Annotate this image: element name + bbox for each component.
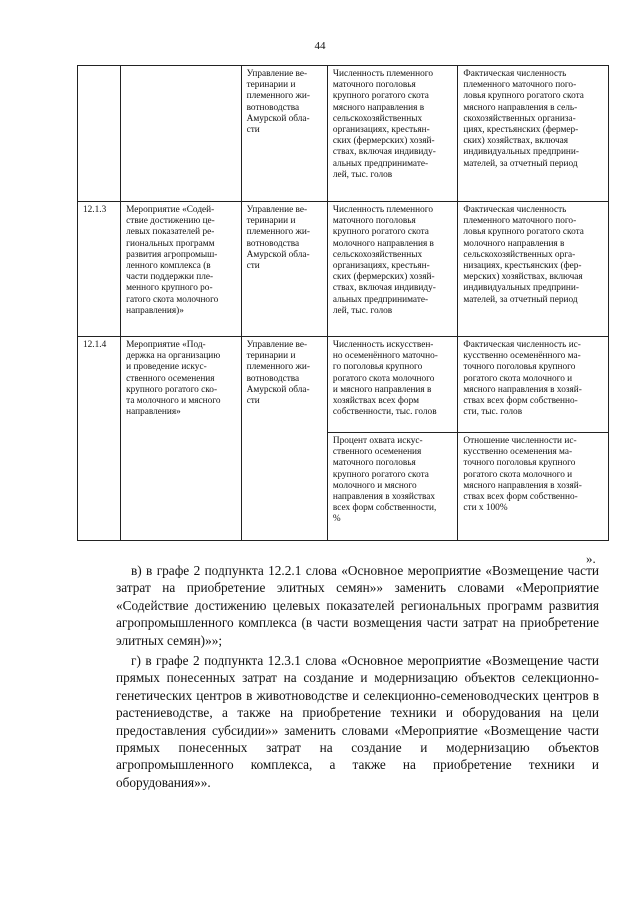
event-name <box>121 66 241 202</box>
row-number: 12.1.4 <box>78 337 121 541</box>
closing-quote: ». <box>586 551 596 566</box>
executor: Управление ве- теринарии и племенного жи- вотноводства Амурской обла- сти <box>241 337 327 541</box>
indicator: Процент охвата искус- ственного осеменения маточного поголовья крупного рогатого скота молочного и мясного направления в хозяйствах всех форм собственности, % <box>327 433 457 541</box>
page-number: 44 <box>314 40 326 52</box>
calculation-method: Фактическая численность ис- кусственно осеменённого ма- точного поголовья крупного рогатого скота молочного и мясного направления в хозяй- ствах всех форм собственно- сти, тыс. голов <box>458 337 609 433</box>
paragraph-g-text: г) в графе 2 подпункта 12.3.1 слова «Основное мероприятие «Возмещение части прямых понесенных затрат на создание и модернизацию объектов селекционно-генетических центров в животноводстве и селекционно-семеноводческих центров в растениеводстве, а также на приобретение техники и оборудования на цели предоставления субсидии»» заменить словами «Мероприятие «Возмещение части прямых понесенных затрат на создание и модернизацию объектов агропромышленного комплекса, а также на приобретение техники и оборудования»». <box>116 653 599 790</box>
calculation-method: Фактическая численность племенного маточного пого- ловья крупного рогатого скота молочного направления в сельскохозяйственных орга- низациях, крестьянских (фер- мерских) хозяйствах, включая индивидуальных предприни- мателей, за отчетный период <box>458 202 609 337</box>
paragraph-v <box>116 562 599 649</box>
paragraph-g <box>116 652 599 791</box>
executor: Управление ве- теринарии и племенного жи- вотноводства Амурской обла- сти <box>241 66 327 202</box>
event-name: Мероприятие «Содей- ствие достижению це- левых показателей ре- гиональных программ развития агропромыш- ленного комплекса (в части поддержки пле- менного крупного ро- гатого скота молочного направления)» <box>121 202 241 337</box>
calculation-method: Отношение численности ис- кусственно осеменения ма- точного поголовья крупного рогатого скота молочного и мясного направления в хозяй- ствах всех форм собственно- сти х 100% <box>458 433 609 541</box>
row-number: 12.1.3 <box>78 202 121 337</box>
table-row <box>78 66 609 202</box>
event-name: Мероприятие «Под- держка на организацию и проведение искус- ственного осеменения крупного рогатого ско- та молочного и мясного направления» <box>121 337 241 541</box>
indicator: Численность племенного маточного поголовья крупного рогатого скота мясного направления в сельскохозяйственных организациях, крестьян- ских (фермерских) хозяй- ствах, включая индивиду- альных предпринимате- лей, тыс. голов <box>327 66 457 202</box>
table-row <box>78 202 609 337</box>
indicator: Численность племенного маточного поголовья крупного рогатого скота молочного направления в сельскохозяйственных организациях, крестьян- ских (фермерских) хозяй- ствах, включая индивиду- альных предпринимате- лей, тыс. голов <box>327 202 457 337</box>
paragraph-v-text: в) в графе 2 подпункта 12.2.1 слова «Основное мероприятие «Возмещение части затрат на приобретение элитных семян»» заменить словами «Мероприятие «Содействие достижению целевых показателей региональных программ развития агропромышленного комплекса (в части возмещения части затрат на приобретение элитных семян)»»; <box>116 563 599 648</box>
executor: Управление ве- теринарии и племенного жи- вотноводства Амурской обла- сти <box>241 202 327 337</box>
indicator: Численность искусствен- но осеменённого маточно- го поголовья крупного рогатого скота молочного и мясного направления в хозяйствах всех форм собственности, тыс. голов <box>327 337 457 433</box>
indicators-table <box>77 65 609 541</box>
table-row <box>78 337 609 433</box>
row-number <box>78 66 121 202</box>
calculation-method: Фактическая численность племенного маточного пого- ловья крупного рогатого скота мясного направления в сель- скохозяйственных организа- циях, крестьянских (фермер- ских) хозяйствах, включая индивидуальных предприни- мателей, за отчетный период <box>458 66 609 202</box>
